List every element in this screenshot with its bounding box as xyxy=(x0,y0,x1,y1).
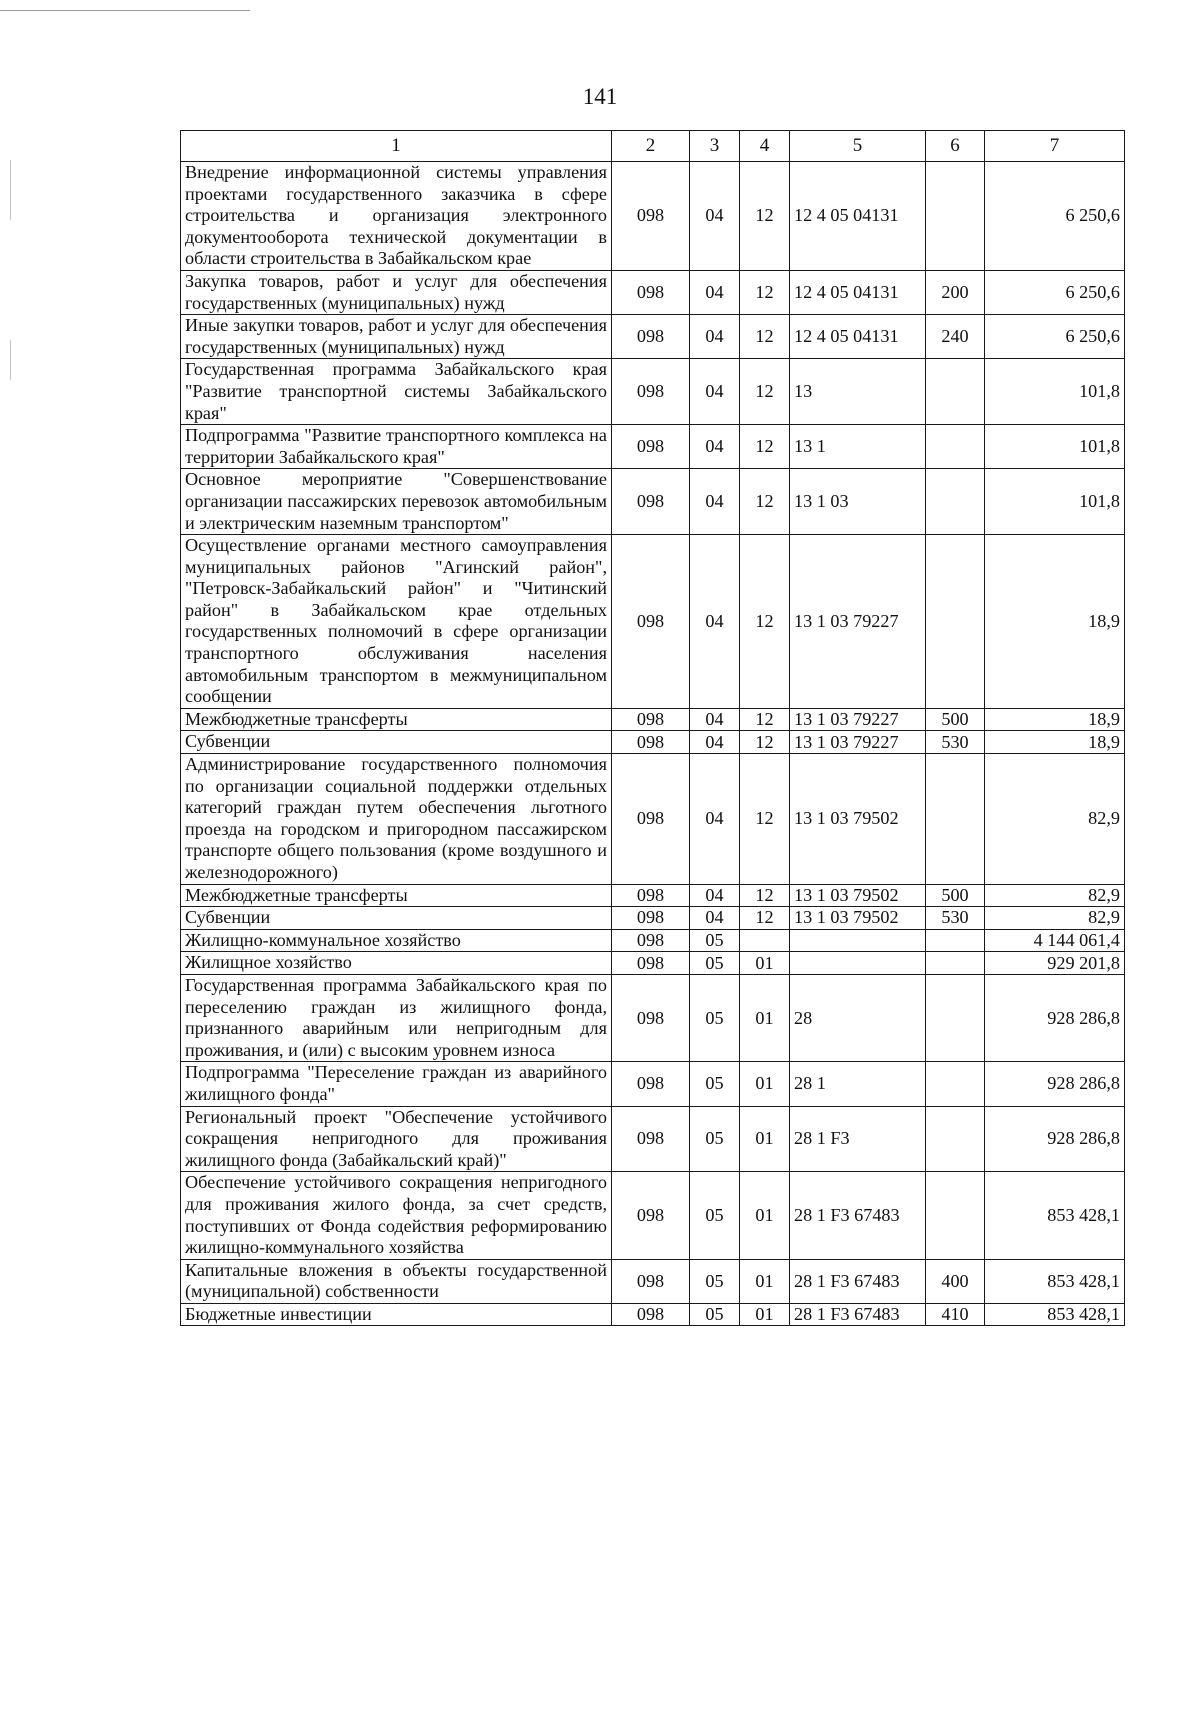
row-name: Обеспечение устойчивого сокращения непригодного для проживания жилого фонда, за счет средств, поступивших от Фонда содействия реформированию жилищно-коммунального хозяйства xyxy=(181,1172,612,1259)
row-subsection-code: 12 xyxy=(740,907,790,930)
row-subsection-code: 12 xyxy=(740,731,790,754)
row-section-code: 04 xyxy=(690,162,740,271)
row-expense-type-code xyxy=(926,952,985,975)
row-name: Государственная программа Забайкальского края "Развитие транспортной системы Забайкальского края" xyxy=(181,359,612,425)
row-amount: 82,9 xyxy=(985,754,1125,885)
row-expense-type-code xyxy=(926,754,985,885)
row-amount: 101,8 xyxy=(985,359,1125,425)
row-grbs-code: 098 xyxy=(612,754,690,885)
scan-artifact-dash xyxy=(10,160,11,220)
row-name: Подпрограмма "Переселение граждан из аварийного жилищного фонда" xyxy=(181,1062,612,1106)
row-name: Межбюджетные трансферты xyxy=(181,708,612,731)
row-expense-type-code: 500 xyxy=(926,708,985,731)
column-header: 6 xyxy=(926,131,985,162)
row-expense-type-code xyxy=(926,1172,985,1259)
row-section-code: 05 xyxy=(690,1303,740,1326)
row-amount: 6 250,6 xyxy=(985,270,1125,314)
table-row xyxy=(181,1172,1125,1259)
row-name: Осуществление органами местного самоуправления муниципальных районов "Агинский район", "Петровск-Забайкальский район" и "Читинский район" в Забайкальском крае отдельных государственных полномочий в сфере организации транспортного обслуживания населения автомобильным транспортом в межмуниципальном сообщении xyxy=(181,535,612,709)
row-target-article-code: 12 4 05 04131 xyxy=(790,162,926,271)
table-row xyxy=(181,731,1125,754)
row-subsection-code: 12 xyxy=(740,754,790,885)
row-expense-type-code xyxy=(926,425,985,469)
row-section-code: 05 xyxy=(690,974,740,1061)
row-grbs-code: 098 xyxy=(612,884,690,907)
row-name: Межбюджетные трансферты xyxy=(181,884,612,907)
row-amount: 928 286,8 xyxy=(985,974,1125,1061)
row-section-code: 05 xyxy=(690,1172,740,1259)
row-target-article-code: 28 1 F3 xyxy=(790,1106,926,1172)
table-row xyxy=(181,1106,1125,1172)
budget-table xyxy=(180,130,1125,1326)
table-row xyxy=(181,315,1125,359)
column-header: 4 xyxy=(740,131,790,162)
row-grbs-code: 098 xyxy=(612,535,690,709)
row-target-article-code: 12 4 05 04131 xyxy=(790,270,926,314)
row-grbs-code: 098 xyxy=(612,1106,690,1172)
row-subsection-code: 01 xyxy=(740,1172,790,1259)
row-section-code: 04 xyxy=(690,315,740,359)
row-target-article-code: 13 1 03 79227 xyxy=(790,535,926,709)
row-section-code: 04 xyxy=(690,708,740,731)
row-target-article-code: 13 1 03 xyxy=(790,469,926,535)
row-amount: 18,9 xyxy=(985,731,1125,754)
column-header: 5 xyxy=(790,131,926,162)
row-subsection-code: 12 xyxy=(740,708,790,731)
column-header: 1 xyxy=(181,131,612,162)
row-name: Администрирование государственного полномочия по организации социальной поддержки отдельных категорий граждан путем обеспечения льготного проезда на городском и пригородном пассажирском транспорте общего пользования (кроме воздушного и железнодорожного) xyxy=(181,754,612,885)
scan-artifact-line xyxy=(0,10,250,11)
row-expense-type-code: 530 xyxy=(926,731,985,754)
row-expense-type-code xyxy=(926,929,985,952)
row-section-code: 04 xyxy=(690,754,740,885)
row-section-code: 05 xyxy=(690,1062,740,1106)
row-amount: 928 286,8 xyxy=(985,1106,1125,1172)
row-grbs-code: 098 xyxy=(612,425,690,469)
row-subsection-code: 01 xyxy=(740,1062,790,1106)
row-subsection-code: 12 xyxy=(740,359,790,425)
table-row xyxy=(181,469,1125,535)
table-row xyxy=(181,270,1125,314)
column-header: 2 xyxy=(612,131,690,162)
row-expense-type-code xyxy=(926,535,985,709)
row-expense-type-code xyxy=(926,1062,985,1106)
row-target-article-code: 28 1 xyxy=(790,1062,926,1106)
table-row xyxy=(181,974,1125,1061)
row-grbs-code: 098 xyxy=(612,974,690,1061)
row-grbs-code: 098 xyxy=(612,952,690,975)
row-expense-type-code xyxy=(926,469,985,535)
row-grbs-code: 098 xyxy=(612,469,690,535)
table-row xyxy=(181,535,1125,709)
row-section-code: 04 xyxy=(690,907,740,930)
row-amount: 101,8 xyxy=(985,469,1125,535)
row-target-article-code: 28 1 F3 67483 xyxy=(790,1172,926,1259)
row-subsection-code: 12 xyxy=(740,162,790,271)
row-grbs-code: 098 xyxy=(612,907,690,930)
row-amount: 82,9 xyxy=(985,907,1125,930)
row-section-code: 04 xyxy=(690,425,740,469)
row-target-article-code: 28 1 F3 67483 xyxy=(790,1259,926,1303)
row-expense-type-code: 530 xyxy=(926,907,985,930)
table-row xyxy=(181,884,1125,907)
row-target-article-code: 13 xyxy=(790,359,926,425)
row-expense-type-code: 500 xyxy=(926,884,985,907)
row-name: Закупка товаров, работ и услуг для обеспечения государственных (муниципальных) нужд xyxy=(181,270,612,314)
row-expense-type-code: 240 xyxy=(926,315,985,359)
row-expense-type-code: 200 xyxy=(926,270,985,314)
row-target-article-code: 28 xyxy=(790,974,926,1061)
row-subsection-code: 01 xyxy=(740,974,790,1061)
row-expense-type-code xyxy=(926,162,985,271)
row-target-article-code: 13 1 03 79502 xyxy=(790,907,926,930)
table-row xyxy=(181,754,1125,885)
row-amount: 928 286,8 xyxy=(985,1062,1125,1106)
row-amount: 101,8 xyxy=(985,425,1125,469)
row-subsection-code: 12 xyxy=(740,425,790,469)
row-subsection-code: 12 xyxy=(740,270,790,314)
row-target-article-code: 12 4 05 04131 xyxy=(790,315,926,359)
row-amount: 82,9 xyxy=(985,884,1125,907)
row-grbs-code: 098 xyxy=(612,708,690,731)
table-header-row xyxy=(181,131,1125,162)
row-grbs-code: 098 xyxy=(612,1259,690,1303)
row-grbs-code: 098 xyxy=(612,162,690,271)
row-target-article-code: 28 1 F3 67483 xyxy=(790,1303,926,1326)
row-subsection-code: 12 xyxy=(740,469,790,535)
row-amount: 853 428,1 xyxy=(985,1259,1125,1303)
row-name: Подпрограмма "Развитие транспортного комплекса на территории Забайкальского края" xyxy=(181,425,612,469)
row-name: Иные закупки товаров, работ и услуг для обеспечения государственных (муниципальных) нужд xyxy=(181,315,612,359)
row-target-article-code xyxy=(790,929,926,952)
column-header: 3 xyxy=(690,131,740,162)
row-name: Внедрение информационной системы управления проектами государственного заказчика в сфере строительства и организация электронного документооборота технической документации в области строительства в Забайкальском крае xyxy=(181,162,612,271)
row-name: Региональный проект "Обеспечение устойчивого сокращения непригодного для проживания жилищного фонда (Забайкальский край)" xyxy=(181,1106,612,1172)
row-grbs-code: 098 xyxy=(612,731,690,754)
table-row xyxy=(181,425,1125,469)
row-name: Государственная программа Забайкальского края по переселению граждан из жилищного фонда, признанного аварийным или непригодным для проживания, и (или) с высоким уровнем износа xyxy=(181,974,612,1061)
table-row xyxy=(181,162,1125,271)
row-subsection-code: 12 xyxy=(740,315,790,359)
row-section-code: 05 xyxy=(690,1259,740,1303)
scan-artifact-dash xyxy=(10,340,11,380)
row-amount: 853 428,1 xyxy=(985,1172,1125,1259)
row-target-article-code: 13 1 03 79227 xyxy=(790,708,926,731)
row-amount: 6 250,6 xyxy=(985,162,1125,271)
table-row xyxy=(181,708,1125,731)
row-target-article-code: 13 1 03 79502 xyxy=(790,754,926,885)
row-section-code: 04 xyxy=(690,731,740,754)
row-expense-type-code: 400 xyxy=(926,1259,985,1303)
table-row xyxy=(181,929,1125,952)
row-amount: 6 250,6 xyxy=(985,315,1125,359)
row-section-code: 05 xyxy=(690,1106,740,1172)
table-row xyxy=(181,1259,1125,1303)
row-target-article-code: 13 1 03 79502 xyxy=(790,884,926,907)
row-section-code: 04 xyxy=(690,884,740,907)
row-section-code: 04 xyxy=(690,469,740,535)
row-name: Основное мероприятие "Совершенствование организации пассажирских перевозок автомобильным и электрическим наземным транспортом" xyxy=(181,469,612,535)
table-body xyxy=(181,162,1125,1326)
row-section-code: 04 xyxy=(690,359,740,425)
row-grbs-code: 098 xyxy=(612,1172,690,1259)
row-subsection-code: 01 xyxy=(740,1259,790,1303)
row-section-code: 05 xyxy=(690,952,740,975)
row-name: Субвенции xyxy=(181,907,612,930)
row-section-code: 05 xyxy=(690,929,740,952)
table-row xyxy=(181,952,1125,975)
row-grbs-code: 098 xyxy=(612,1303,690,1326)
table-row xyxy=(181,907,1125,930)
page-number: 141 xyxy=(582,84,618,109)
row-grbs-code: 098 xyxy=(612,315,690,359)
row-subsection-code xyxy=(740,929,790,952)
row-name: Бюджетные инвестиции xyxy=(181,1303,612,1326)
row-subsection-code: 01 xyxy=(740,952,790,975)
row-section-code: 04 xyxy=(690,535,740,709)
row-subsection-code: 12 xyxy=(740,884,790,907)
row-name: Жилищное хозяйство xyxy=(181,952,612,975)
row-name: Жилищно-коммунальное хозяйство xyxy=(181,929,612,952)
row-amount: 18,9 xyxy=(985,535,1125,709)
row-target-article-code: 13 1 03 79227 xyxy=(790,731,926,754)
row-subsection-code: 01 xyxy=(740,1303,790,1326)
row-target-article-code: 13 1 xyxy=(790,425,926,469)
row-grbs-code: 098 xyxy=(612,929,690,952)
row-amount: 18,9 xyxy=(985,708,1125,731)
row-amount: 853 428,1 xyxy=(985,1303,1125,1326)
row-grbs-code: 098 xyxy=(612,359,690,425)
table-row xyxy=(181,359,1125,425)
row-amount: 929 201,8 xyxy=(985,952,1125,975)
table-row xyxy=(181,1303,1125,1326)
row-subsection-code: 01 xyxy=(740,1106,790,1172)
row-grbs-code: 098 xyxy=(612,1062,690,1106)
column-header: 7 xyxy=(985,131,1125,162)
table-row xyxy=(181,1062,1125,1106)
row-grbs-code: 098 xyxy=(612,270,690,314)
row-amount: 4 144 061,4 xyxy=(985,929,1125,952)
row-expense-type-code xyxy=(926,359,985,425)
row-expense-type-code xyxy=(926,1106,985,1172)
row-name: Капитальные вложения в объекты государственной (муниципальной) собственности xyxy=(181,1259,612,1303)
row-expense-type-code xyxy=(926,974,985,1061)
row-expense-type-code: 410 xyxy=(926,1303,985,1326)
row-target-article-code xyxy=(790,952,926,975)
row-section-code: 04 xyxy=(690,270,740,314)
row-subsection-code: 12 xyxy=(740,535,790,709)
row-name: Субвенции xyxy=(181,731,612,754)
